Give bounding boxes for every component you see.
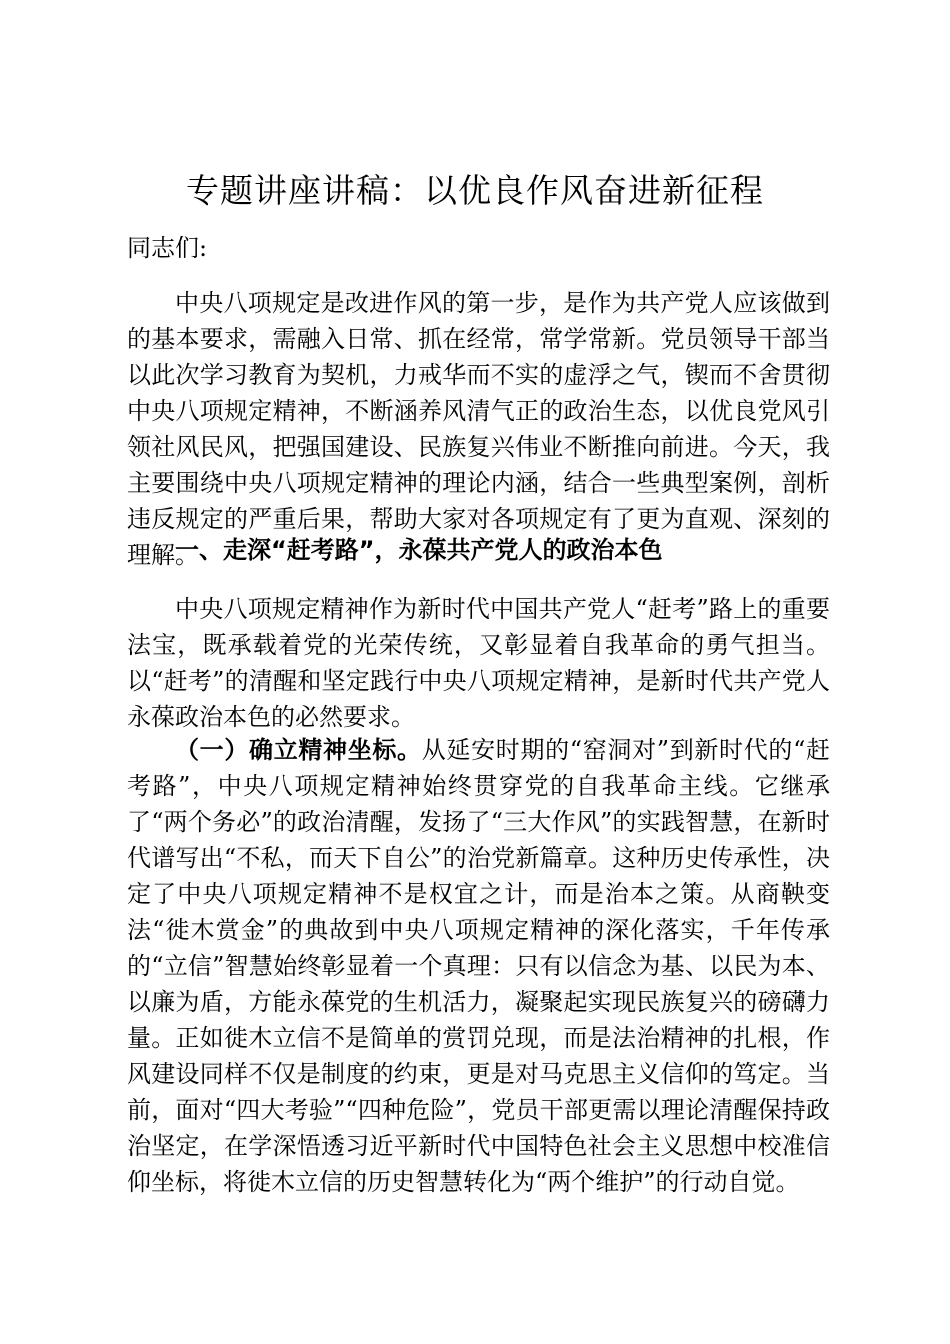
document-title: 专题讲座讲稿：以优良作风奋进新征程	[186, 171, 764, 210]
intro-paragraph: 中央八项规定是改进作风的第一步，是作为共产党人应该做到的基本要求，需融入日常、抓在经常，常学常新。党员领导干部当以此次学习教育为契机，力戒华而不实的虚浮之气，锲而不舍贯彻中央八项规定精神，不断涵养风清气正的政治生态，以优良党风引领社风民风，把强国建设、民族复兴伟业不断推向前进。今天，我主要围绕中央八项规定精神的理论内涵，结合一些典型案例，剖析违反规定的严重后果，帮助大家对各项规定有了更为直观、深刻的理解。	[127, 289, 830, 569]
subsection-body: 从延安时期的“窑洞对”到新时代的“赶考路”，中央八项规定精神始终贯穿党的自我革命主线。它继承了“两个务必”的政治清醒，发扬了“三大作风”的实践智慧，在新时代谱写出“不私，而天下自公”的治党新篇章。这种历史传承性，决定了中央八项规定精神不是权宜之计，而是治本之策。从商鞅变法“徙木赏金”的典故到中央八项规定精神的深化落实，千年传承的“立信”智慧始终彰显着一个真理：只有以信念为基、以民为本、以廉为盾，方能永葆党的生机活力，凝聚起实现民族复兴的磅礴力量。正如徙木立信不是简单的赏罚兑现，而是法治精神的扎根，作风建设同样不仅是制度的约束，更是对马克思主义信仰的笃定。当前，面对“四大考验”“四种危险”，党员干部更需以理论清醒保持政治坚定，在学深悟透习近平新时代中国特色社会主义思想中校准信仰坐标，将徙木立信的历史智慧转化为“两个维护”的行动自觉。	[127, 736, 831, 1196]
section-intro-paragraph: 中央八项规定精神作为新时代中国共产党人“赶考”路上的重要法宝，既承载着党的光荣传统，又彰显着自我革命的勇气担当。以“赶考”的清醒和坚定践行中央八项规定精神，是新时代共产党人永葆政治本色的必然要求。	[127, 595, 830, 731]
subsection-lead: （一）确立精神坐标。	[175, 736, 422, 764]
salutation: 同志们:	[127, 234, 208, 262]
subsection-paragraph	[127, 732, 830, 1200]
section-heading: 一、走深“赶考路”，永葆共产党人的政治本色	[175, 536, 663, 564]
